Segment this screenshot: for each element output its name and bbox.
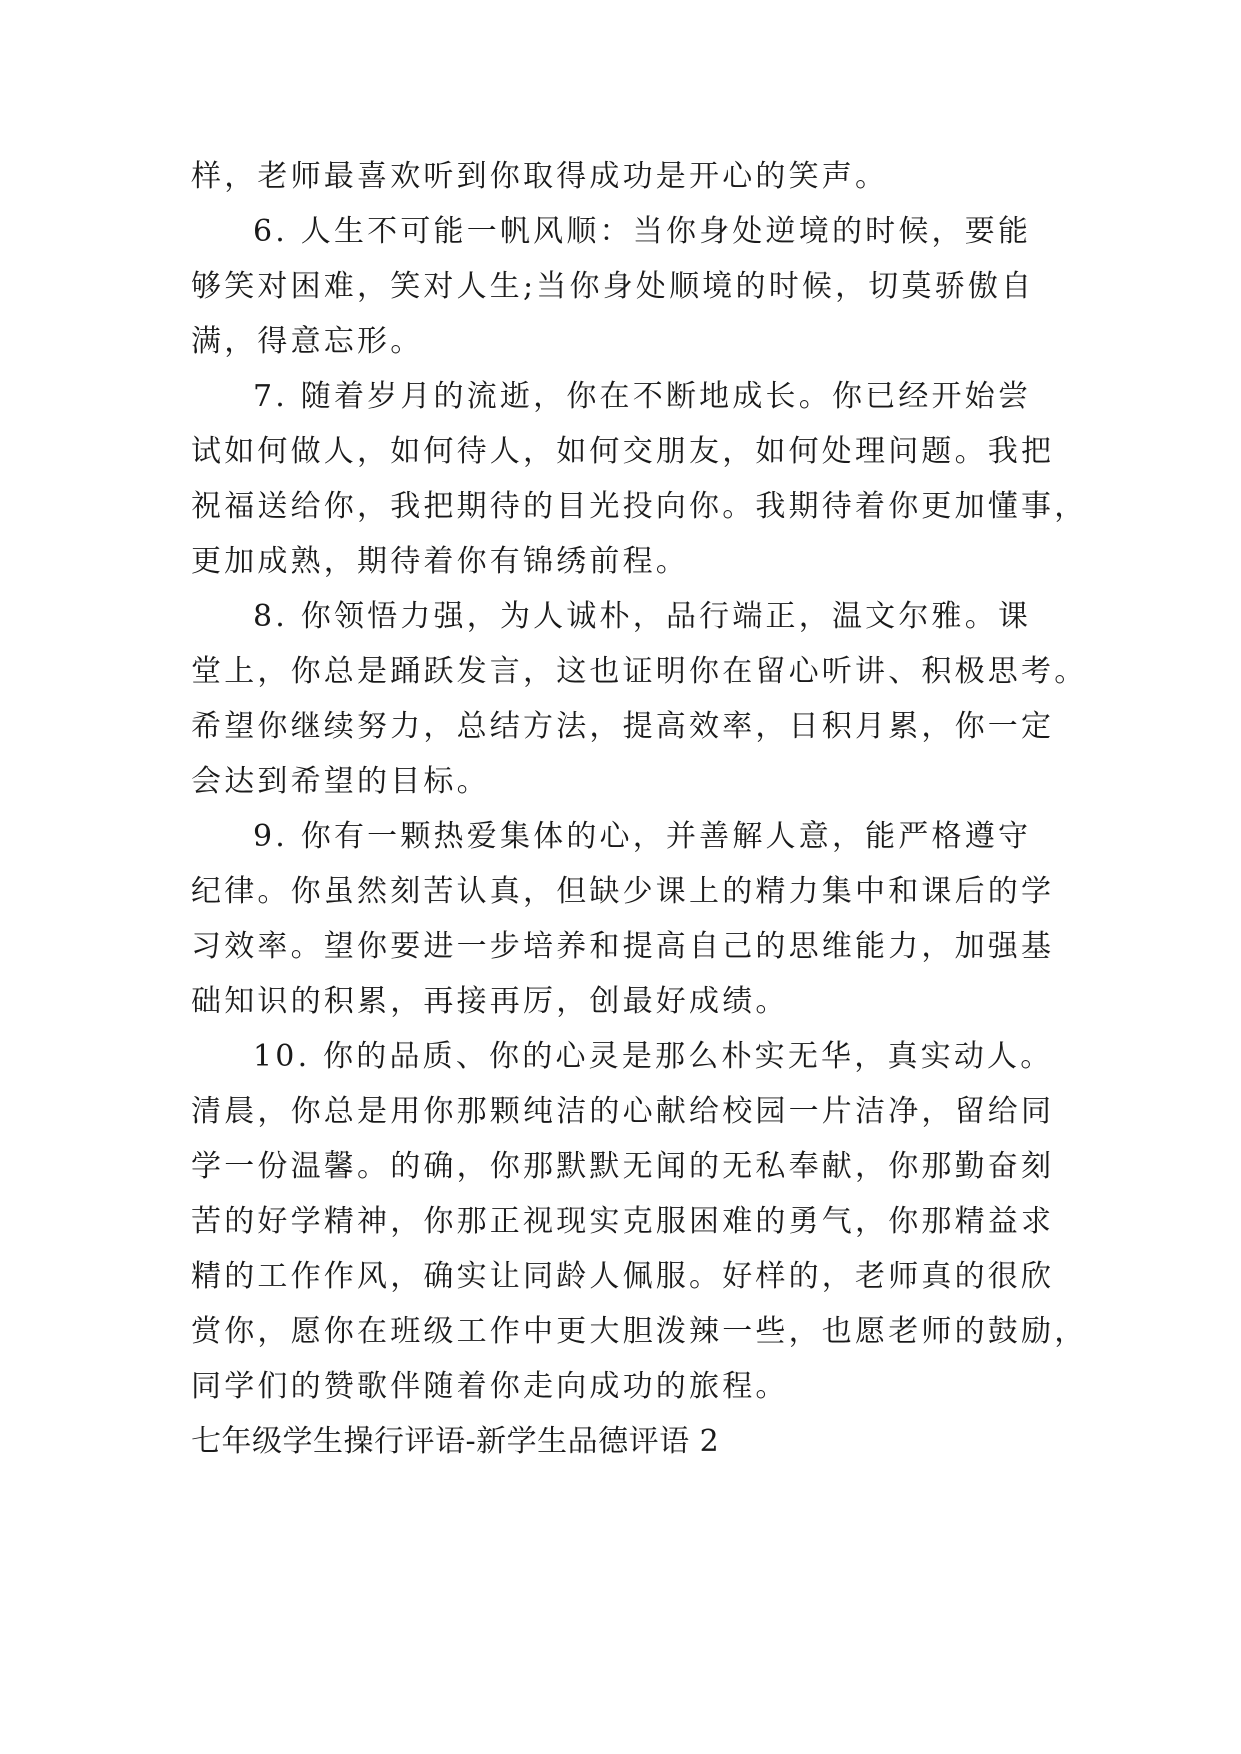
text-line: 精的工作作风，确实让同龄人佩服。好样的，老师真的很欣	[191, 1259, 1055, 1294]
text-line: 7. 随着岁月的流逝，你在不断地成长。你已经开始尝	[253, 379, 1032, 414]
text-line: 同学们的赞歌伴随着你走向成功的旅程。	[191, 1369, 789, 1404]
text-line: 学一份温馨。的确，你那默默无闻的无私奉献，你那勤奋刻	[191, 1149, 1055, 1184]
text-line: 祝福送给你，我把期待的目光投向你。我期待着你更加懂事，	[191, 489, 1088, 524]
text-line: 赏你，愿你在班级工作中更大胆泼辣一些，也愿老师的鼓励，	[191, 1314, 1088, 1349]
text-line: 10. 你的品质、你的心灵是那么朴实无华，真实动人。	[253, 1039, 1054, 1074]
section-heading: 七年级学生操行评语-新学生品德评语 2	[191, 1424, 720, 1459]
text-line: 堂上，你总是踊跃发言，这也证明你在留心听讲、积极思考。	[191, 654, 1088, 689]
text-line: 试如何做人，如何待人，如何交朋友，如何处理问题。我把	[191, 434, 1055, 469]
text-line: 础知识的积累，再接再厉，创最好成绩。	[191, 984, 789, 1019]
text-line: 希望你继续努力，总结方法，提高效率，日积月累，你一定	[191, 709, 1055, 744]
text-line: 苦的好学精神，你那正视现实克服困难的勇气，你那精益求	[191, 1204, 1055, 1239]
text-line: 够笑对困难，笑对人生;当你身处顺境的时候，切莫骄傲自	[191, 269, 1035, 304]
text-line: 6. 人生不可能一帆风顺：当你身处逆境的时候，要能	[253, 214, 1032, 249]
text-line: 会达到希望的目标。	[191, 764, 490, 799]
text-line: 8. 你领悟力强，为人诚朴，品行端正，温文尔雅。课	[253, 599, 1032, 634]
text-line: 样，老师最喜欢听到你取得成功是开心的笑声。	[191, 159, 889, 194]
text-line: 习效率。望你要进一步培养和提高自己的思维能力，加强基	[191, 929, 1055, 964]
text-line: 更加成熟，期待着你有锦绣前程。	[191, 544, 689, 579]
text-line: 清晨，你总是用你那颗纯洁的心献给校园一片洁净，留给同	[191, 1094, 1055, 1129]
text-line: 9. 你有一颗热爱集体的心，并善解人意，能严格遵守	[253, 819, 1032, 854]
text-line: 满，得意忘形。	[191, 324, 424, 359]
text-line: 纪律。你虽然刻苦认真，但缺少课上的精力集中和课后的学	[191, 874, 1055, 909]
